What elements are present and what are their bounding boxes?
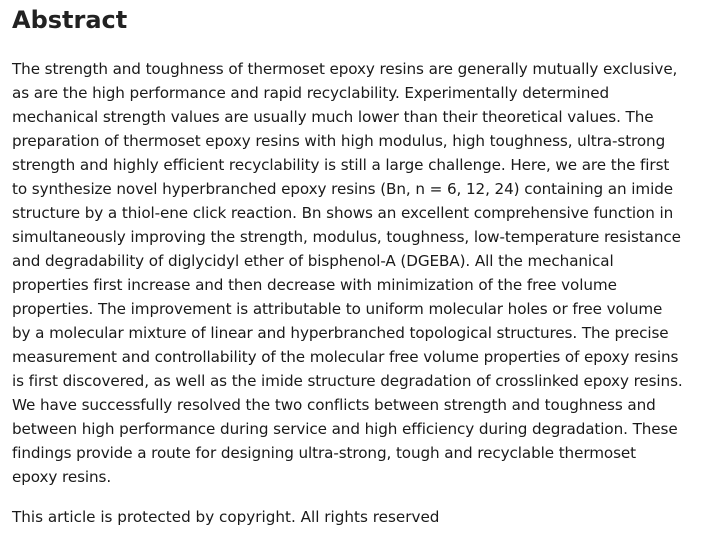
abstract-body: The strength and toughness of thermoset epoxy resins are generally mutually exclusive, as are the high performance and rapid recyclability. Experimentally determined mechanical strength values are usually much lower than their theoretical values. The preparation of thermoset epoxy resins with high modulus, high toughness, ultra-strong strength and highly efficient recyclability is still a large challenge. Here, we are the first to synthesize novel hyperbranched epoxy resins (Bn, n = 6, 12, 24) containing an imide structure by a thiol-ene click reaction. Bn shows an excellent comprehensive function in simultaneously improving the strength, modulus, toughness, low-temperature resistance and degradability of diglycidyl ether of bisphenol-A (DGEBA). All the mechanical properties first increase and then decrease with minimization of the free volume properties. The improvement is attributable to uniform molecular holes or free volume by a molecular mixture of linear and hyperbranched topological structures. The precise measurement and controllability of the molecular free volume properties of epoxy resins is first discovered, as well as the imide structure degradation of crosslinked epoxy resins. We have successfully resolved the two conflicts between strength and toughness and between high performance during service and high efficiency during degradation. These findings provide a route for designing ultra-strong, tough and recyclable thermoset epoxy resins. — [12, 60, 683, 486]
abstract-heading: Abstract — [12, 6, 128, 34]
copyright-notice: This article is protected by copyright. All rights reserved — [12, 508, 440, 526]
